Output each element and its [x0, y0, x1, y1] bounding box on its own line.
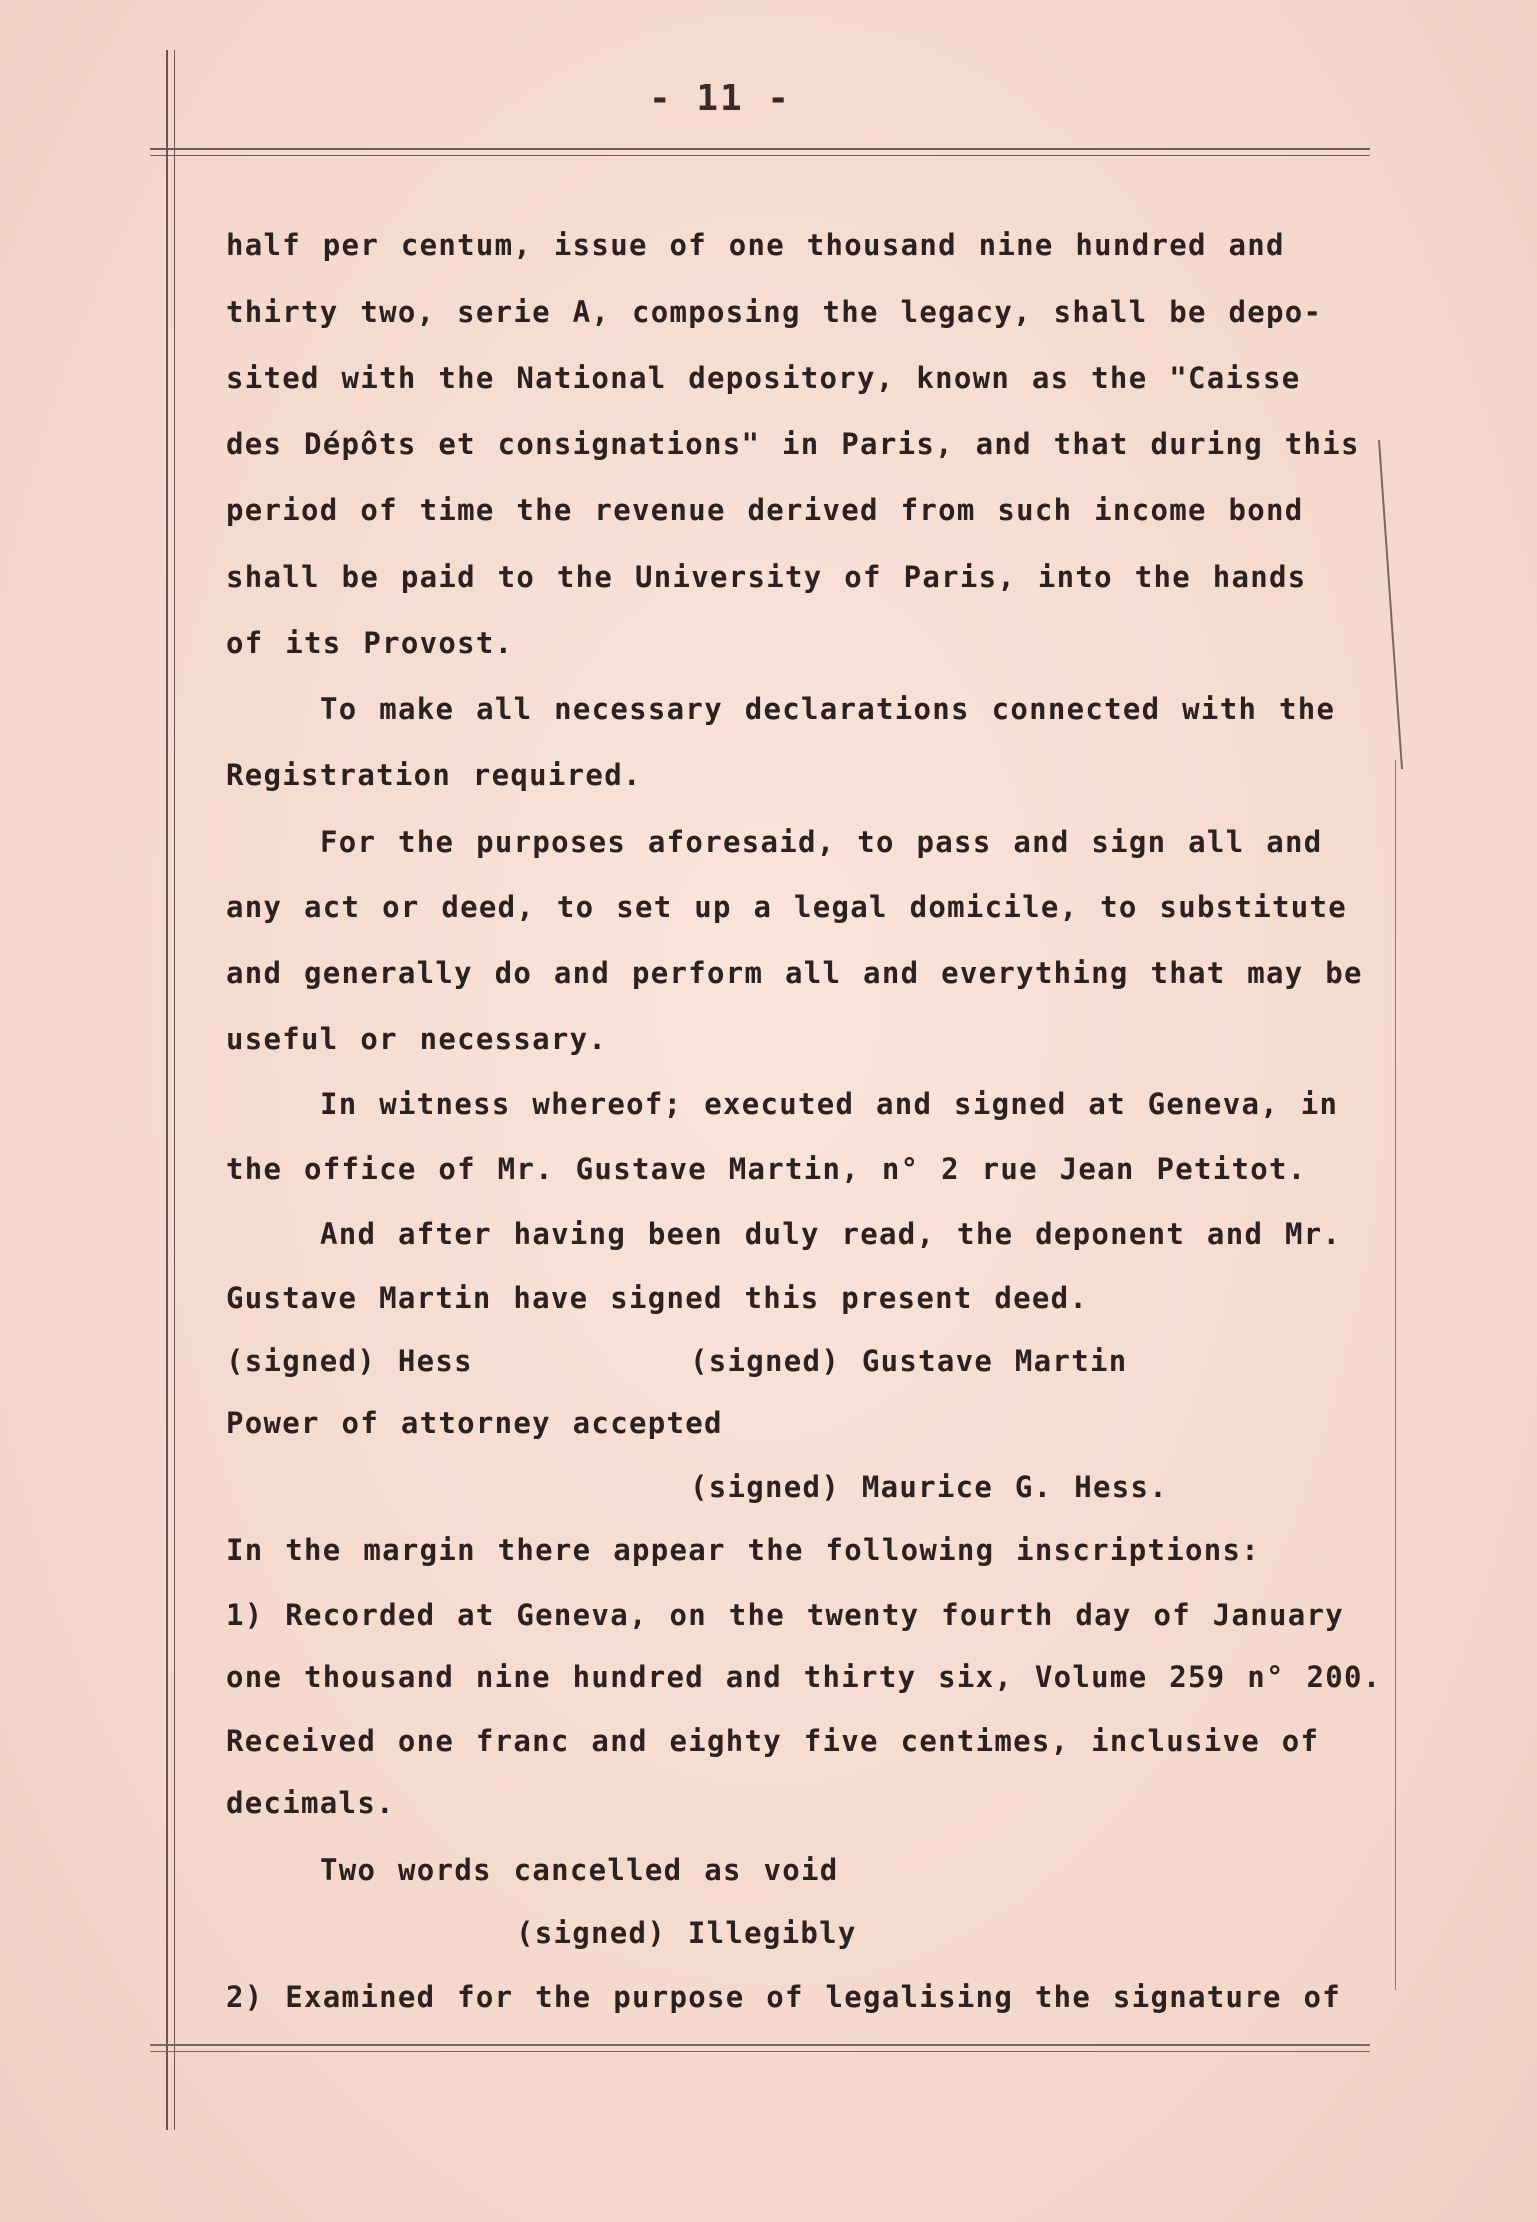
left-margin-line-secondary	[174, 50, 175, 2130]
text-line: useful or necessary.	[226, 1022, 608, 1056]
top-rule	[150, 148, 1370, 150]
right-margin-line-upper	[1378, 440, 1403, 769]
text-line: 1) Recorded at Geneva, on the twenty fourth day of January	[226, 1598, 1345, 1632]
signature-line: (signed) Gustave Martin	[690, 1344, 1128, 1378]
bottom-rule	[150, 2044, 1370, 2046]
text-line: Power of attorney accepted	[226, 1406, 723, 1440]
text-line: of its Provost.	[226, 626, 514, 660]
top-rule-secondary	[150, 155, 1370, 156]
text-line: the office of Mr. Gustave Martin, n° 2 rue Jean Petitot.	[226, 1152, 1307, 1186]
text-line: 2) Examined for the purpose of legalising the signature of	[226, 1980, 1342, 2014]
text-line: In the margin there appear the following inscriptions:	[226, 1533, 1261, 1567]
right-margin-line	[1395, 760, 1396, 1990]
text-line: half per centum, issue of one thousand nine hundred and	[226, 228, 1285, 262]
left-margin-line	[166, 50, 168, 2130]
text-line: shall be paid to the University of Paris, into the hands	[226, 560, 1307, 594]
text-line: And after having been duly read, the deponent and Mr.	[320, 1217, 1342, 1251]
text-line: In witness whereof; executed and signed at Geneva, in	[320, 1087, 1339, 1121]
text-line: sited with the National depository, known as the "Caisse	[226, 361, 1301, 395]
text-line: decimals.	[226, 1786, 395, 1820]
text-line: any act or deed, to set up a legal domicile, to substitute	[226, 890, 1348, 924]
text-line: period of time the revenue derived from such income bond	[226, 493, 1304, 527]
text-line: Gustave Martin have signed this present deed.	[226, 1281, 1089, 1315]
text-line: For the purposes aforesaid, to pass and sign all and	[320, 825, 1323, 859]
bottom-rule-secondary	[150, 2051, 1370, 2052]
text-line: and generally do and perform all and everything that may be	[226, 956, 1363, 990]
text-line: Two words cancelled as void	[320, 1853, 839, 1887]
signature-line: (signed) Maurice G. Hess.	[690, 1470, 1168, 1504]
text-line: thirty two, serie A, composing the legacy, shall be depo-	[226, 295, 1323, 329]
text-line: des Dépôts et consignations" in Paris, and that during this	[226, 427, 1360, 461]
text-line: To make all necessary declarations connected with the	[320, 692, 1336, 726]
signature-line: (signed) Illegibly	[516, 1916, 857, 1950]
text-line: Received one franc and eighty five centimes, inclusive of	[226, 1724, 1320, 1758]
signature-line: (signed) Hess	[226, 1344, 473, 1378]
text-line: Registration required.	[226, 758, 642, 792]
page-number: - 11 -	[648, 78, 792, 119]
text-line: one thousand nine hundred and thirty six, Volume 259 n° 200.	[226, 1660, 1382, 1694]
